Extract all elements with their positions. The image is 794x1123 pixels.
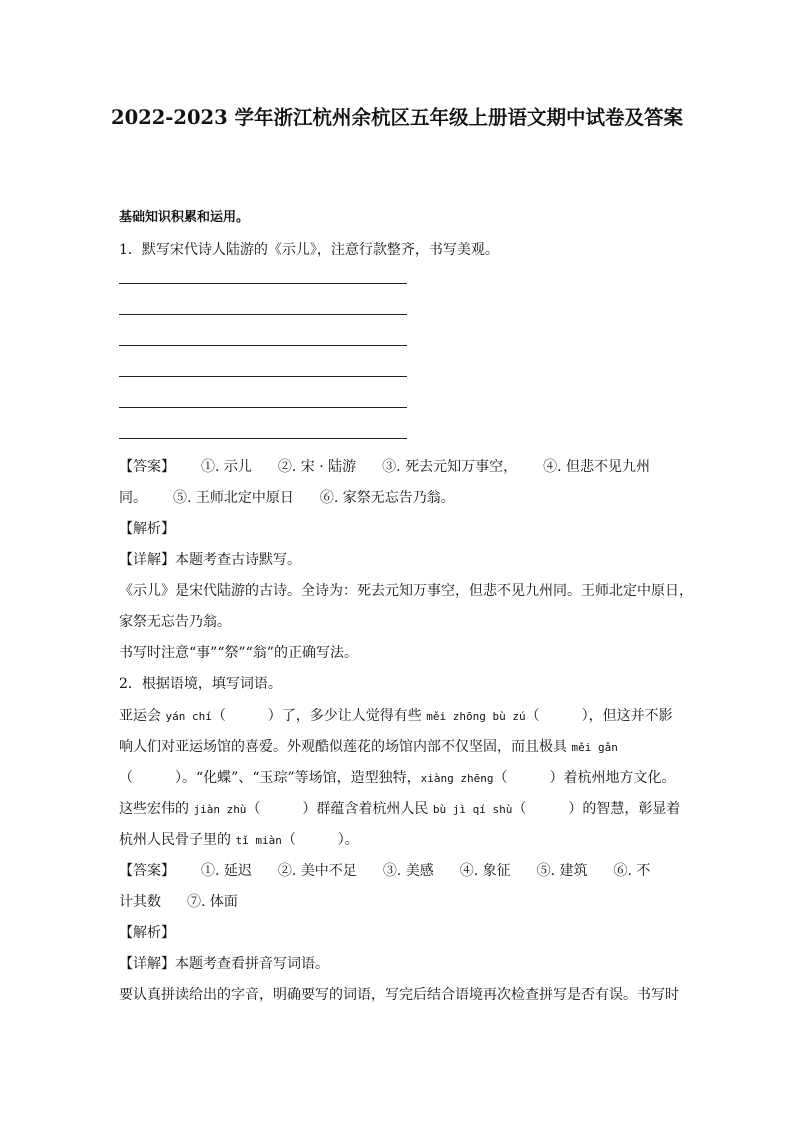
detail-text: 本题考查看拼音写词语。 — [175, 956, 329, 972]
page-title: 2022-2023 学年浙江杭州余杭区五年级上册语文期中试卷及答案 — [111, 106, 683, 129]
answer-item: ②. 美中不足 — [277, 863, 357, 879]
pinyin: xiàng zhēng — [420, 772, 494, 785]
passage-text: （ ）群蕴含着杭州人民 — [246, 801, 433, 817]
answer-item: ⑤. 建筑 — [536, 863, 588, 879]
answer-item: ⑤. 王师北定中原日 — [173, 490, 294, 506]
q2-question: 2．根据语境，填写词语。 — [119, 676, 282, 692]
passage-text: （ ），但这并不影 — [525, 708, 673, 724]
answer-line-1 — [119, 283, 407, 284]
answer-line-6 — [119, 438, 407, 439]
q2-detail — [119, 953, 679, 973]
q2-passage-line-3 — [119, 767, 679, 787]
pinyin: jiàn zhù — [193, 803, 247, 816]
q2-passage-line-4 — [119, 798, 679, 818]
passage-text: 杭州人民骨子里的 — [119, 832, 236, 848]
answer-item: 计其数 — [119, 894, 161, 910]
answer-line-5 — [119, 407, 407, 408]
q1-explain-line-2: 家祭无忘告乃翁。 — [119, 614, 231, 630]
q1-answer-line-2 — [119, 487, 679, 507]
answer-line-4 — [119, 376, 407, 377]
q2-answer-line-2 — [119, 891, 679, 911]
q1-answer-line — [119, 456, 679, 476]
q2-passage-line-1 — [119, 705, 679, 725]
answer-item: ①. 示儿 — [201, 459, 252, 475]
pinyin: měi zhōng bù zú — [426, 710, 526, 723]
passage-text: （ ）。 — [281, 832, 359, 848]
answer-line-3 — [119, 345, 407, 346]
answer-item: ⑦. 体面 — [187, 894, 238, 910]
pinyin: měi gǎn — [571, 741, 618, 754]
q1-note: 书写时注意“事”“祭”“翁”的正确写法。 — [119, 645, 358, 661]
analysis-tag: 【解析】 — [119, 521, 175, 537]
detail-text: 本题考查古诗默写。 — [175, 552, 301, 568]
pinyin: yán chí — [165, 710, 212, 723]
q2-explain-line-1: 要认真拼读给出的字音，明确要写的词语，写完后结合语境再次检查拼写是否有误。书写时 — [119, 987, 679, 1003]
q2-answer-line — [119, 860, 679, 880]
pinyin: tǐ miàn — [235, 834, 282, 847]
passage-text: 响人们对亚运场馆的喜爱。外观酷似莲花的场馆内部不仅坚固，而且极具 — [119, 739, 572, 755]
q2-passage-line-2 — [119, 736, 679, 756]
q1-explain-line-1: 《示儿》是宋代陆游的古诗。全诗为：死去元知万事空，但悲不见九州同。王师北定中原日， — [119, 583, 693, 599]
passage-text: 亚运会 — [119, 708, 166, 724]
analysis-tag: 【解析】 — [119, 925, 175, 941]
answer-item: 同。 — [119, 490, 147, 506]
passage-text: （ ）着杭州地方文化。 — [493, 770, 676, 786]
detail-tag: 【详解】 — [119, 552, 175, 568]
q1-detail — [119, 549, 679, 569]
answer-item: ⑥. 家祭无忘告乃翁。 — [319, 490, 455, 506]
answer-tag: 【答案】 — [119, 459, 175, 475]
answer-line-2 — [119, 314, 407, 315]
answer-item: ③. 死去元知万事空， — [382, 459, 518, 475]
passage-text: 这些宏伟的 — [119, 801, 194, 817]
detail-tag: 【详解】 — [119, 956, 175, 972]
passage-text: （ ）。“化蝶”、“玉琮”等场馆，造型独特， — [119, 770, 421, 786]
answer-item: ⑥. 不 — [613, 863, 651, 879]
answer-item: ②. 宋 · 陆游 — [277, 459, 357, 475]
answer-tag: 【答案】 — [119, 863, 175, 879]
answer-item: ④. 但悲不见九州 — [543, 459, 650, 475]
q1-question: 1．默写宋代诗人陆游的《示儿》，注意行款整齐，书写美观。 — [119, 242, 499, 258]
passage-text: （ ）的智慧，彰显着 — [512, 801, 681, 817]
q2-passage-line-5 — [119, 829, 679, 849]
section-heading: 基础知识积累和运用。 — [119, 210, 250, 225]
pinyin: bù jì qí shù — [432, 803, 513, 816]
answer-item: ④. 象征 — [459, 863, 511, 879]
answer-item: ③. 美感 — [382, 863, 434, 879]
answer-item: ①. 延迟 — [201, 863, 252, 879]
passage-text: （ ）了，多少让人觉得有些 — [211, 708, 427, 724]
